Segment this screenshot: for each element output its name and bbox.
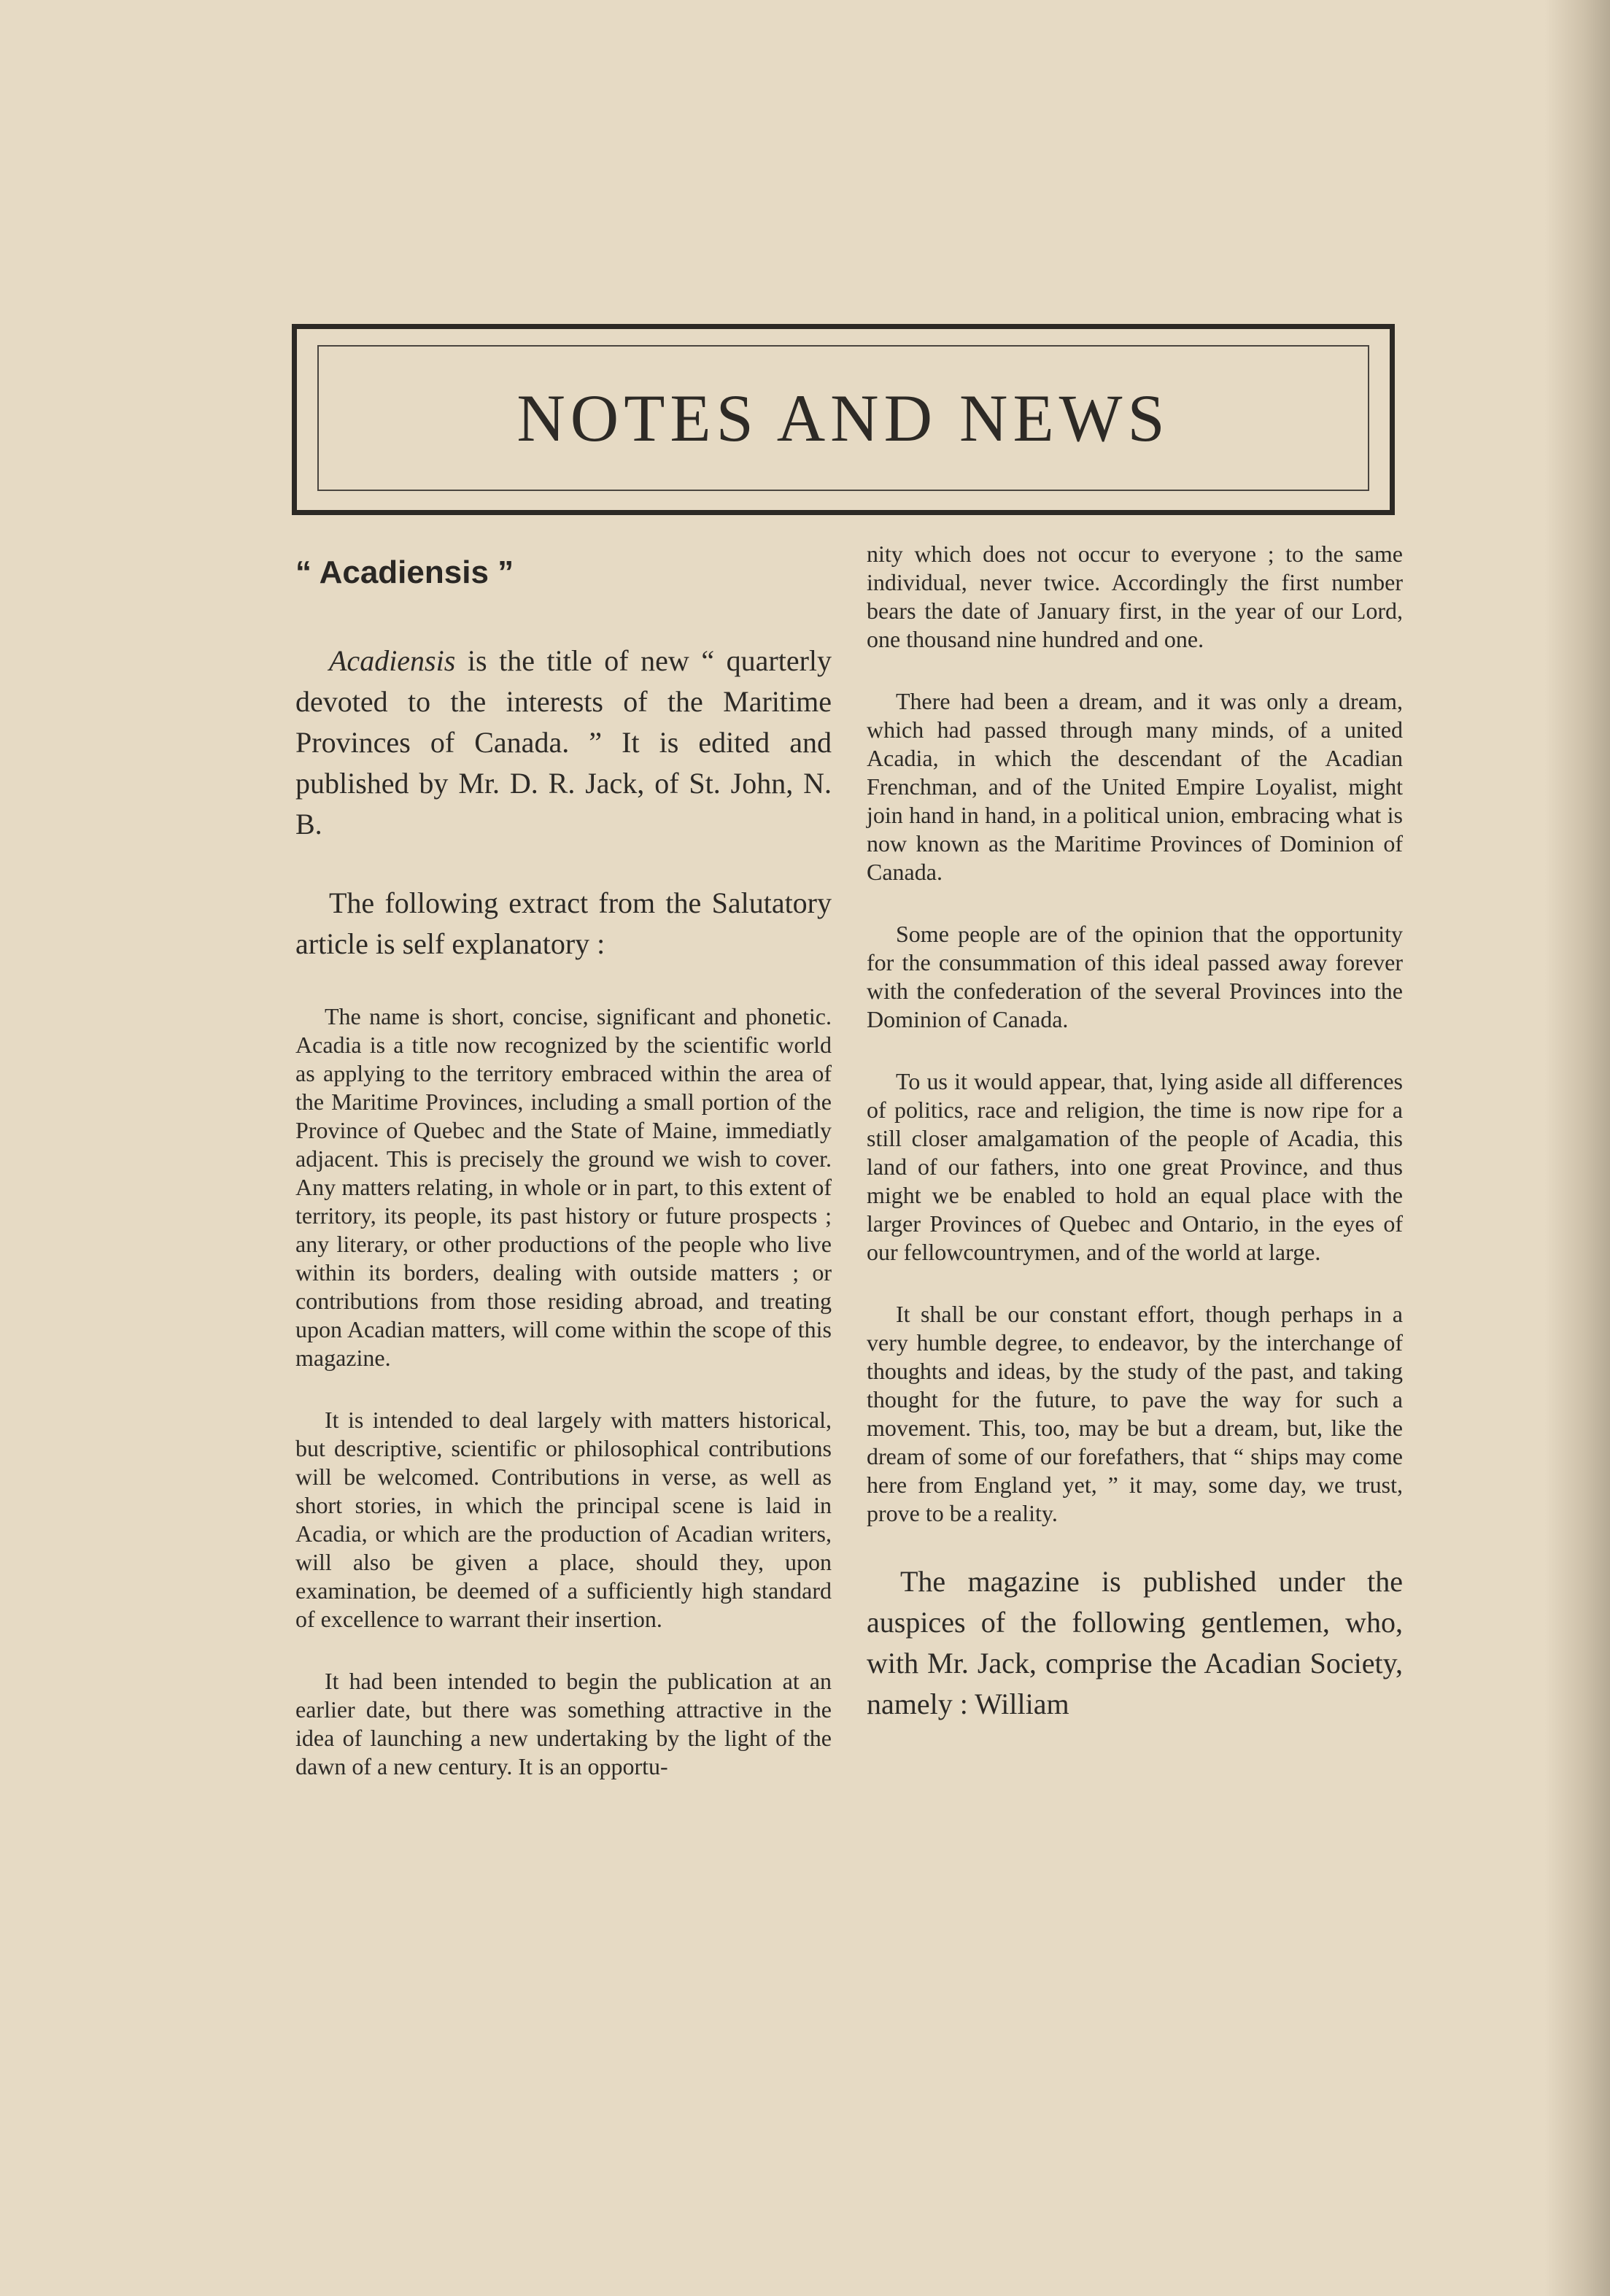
section-heading: “ Acadiensis ” <box>295 554 514 590</box>
extract-paragraph-5: There had been a dream, and it was only a dream, which had passed through many minds, of a united Acadia, in which the descendant of the Acadian Frenchman, and of the United Empire Loyalist, might join hand in hand, in a political union, embracing what is now known as the Maritime Provinces of Dominion of Canada. <box>867 688 1403 885</box>
title-banner-inner-frame <box>317 345 1369 491</box>
page-title: NOTES AND NEWS <box>516 381 1170 455</box>
left-column <box>295 540 832 1814</box>
extract-paragraph-2: It is intended to deal largely with matters historical, but descriptive, scientific or philosophical contributions will be welcomed. Contributions in verse, as well as short stories, in which the principal scene is laid in Acadia, or which are the production of Acadian writers, will also be given a place, should they, upon examination, be deemed of a sufficiently high standard of excellence to warrant their insertion. <box>295 1407 832 1632</box>
right-column <box>867 540 1403 1763</box>
page-edge-shadow <box>1544 0 1610 2296</box>
extract-paragraph-3: It had been intended to begin the publication at an earlier date, but there was something attractive in the idea of launching a new undertaking by the light of the dawn of a new century. It is an opportu- <box>295 1668 832 1779</box>
extract-paragraph-8: It shall be our constant effort, though perhaps in a very humble degree, to endeavor, by the interchange of thoughts and ideas, by the study of the past, and taking thought for the future, to pave the way for such a movement. This, too, may be but a dream, but, like the dream of some of our forefathers, that “ ships may come here from England yet, ” it may, some day, we trust, prove to be a reality. <box>867 1301 1403 1526</box>
extract-paragraph-4: nity which does not occur to everyone ; to the same individual, never twice. Accordingly the first number bears the date of January first, in the year of our Lord, one thousand nine hundred and one. <box>867 541 1403 652</box>
intro-text: is the title of new “ quarterly devoted to the interests of the Maritime Provinces of Canada. ” It is edited and published by Mr. D. R. Jack, of St. John, N. B. <box>295 644 832 840</box>
extract-paragraph-7: To us it would appear, that, lying aside all differences of politics, race and religion, the time is now ripe for a still closer amalgamation of the people of Acadia, this land of our fathers, into one great Province, and thus might we be enabled to hold an equal place with the larger Provinces of Quebec and Ontario, in the eyes of our fellowcountrymen, and of the world at large. <box>867 1068 1403 1265</box>
society-paragraph: The magazine is published under the auspices of the following gentlemen, who, with Mr. Jack, comprise the Acadian Society, namely : William <box>867 1565 1403 1720</box>
intro-title: Acadiensis <box>329 644 456 677</box>
intro-paragraph <box>295 641 832 845</box>
extract-paragraph-1: The name is short, concise, significant and phonetic. Acadia is a title now recognized by the scientific world as applying to the territory embraced within the area of the Maritime Provinces, including a small portion of the Province of Quebec and the State of Maine, immediatly adjacent. This is precisely the ground we wish to cover. Any matters relating, in whole or in part, to this extent of territory, its people, its past history or future prospects ; any literary, or other productions of the people who live within its borders, dealing with outside matters ; or contributions from those residing abroad, and treating upon Acadian matters, will come within the scope of this magazine. <box>295 1003 832 1371</box>
extract-paragraph-6: Some people are of the opinion that the opportunity for the consummation of this ideal passed away forever with the confederation of the several Provinces into the Dominion of Canada. <box>867 921 1403 1032</box>
title-banner <box>292 324 1395 515</box>
extract-intro-paragraph: The following extract from the Salutatory article is self explanatory : <box>295 886 832 960</box>
